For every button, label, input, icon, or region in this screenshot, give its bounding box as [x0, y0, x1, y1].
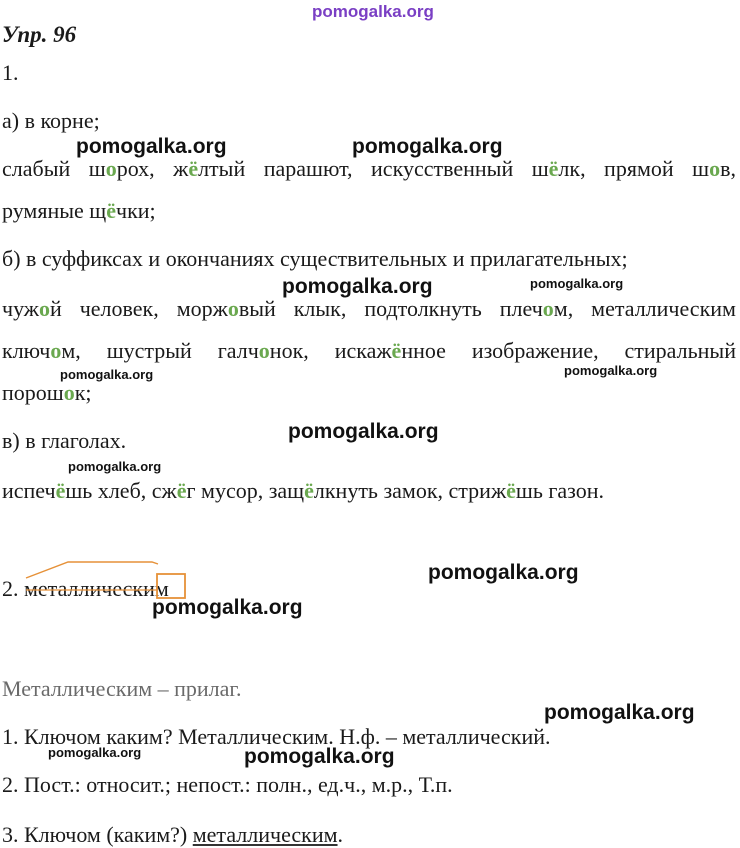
- section-a-line-1: [2, 156, 736, 182]
- word: [2, 296, 62, 322]
- text-fragment: искаж: [334, 338, 392, 363]
- ending-box-mark: [157, 574, 185, 598]
- text-fragment: лтый: [198, 156, 246, 181]
- text-fragment: й: [49, 296, 62, 321]
- word: [107, 338, 192, 364]
- morpheme-marks: [26, 560, 196, 602]
- highlighted-letter: о: [50, 338, 62, 363]
- text-fragment: ш: [88, 156, 106, 181]
- parse-step-3-word: металлическим: [192, 822, 338, 847]
- text-fragment: чуж: [2, 296, 39, 321]
- text-fragment: ш: [531, 156, 549, 181]
- word-ending: им: [143, 576, 169, 601]
- highlighted-letter: о: [38, 296, 50, 321]
- highlighted-letter: о: [63, 380, 75, 405]
- highlighted-letter: ё: [548, 156, 559, 181]
- watermark: pomogalka.org: [428, 561, 579, 584]
- text-fragment: шь хлеб, сж: [65, 478, 177, 503]
- text-fragment: испеч: [2, 478, 56, 503]
- text-fragment: в,: [720, 156, 736, 181]
- parse-heading: Металлическим – прилаг.: [2, 676, 242, 701]
- watermark: pomogalka.org: [530, 276, 624, 291]
- section-b-line-2: [2, 338, 736, 364]
- text-fragment: нное: [401, 338, 446, 363]
- highlighted-letter: ё: [188, 156, 199, 181]
- parse-step-3-text: 3. Ключом (каким?): [2, 822, 193, 847]
- word: [89, 156, 155, 182]
- watermark: pomogalka.org: [564, 363, 658, 378]
- item-2-number: 2.: [2, 576, 19, 601]
- highlighted-letter: ё: [176, 478, 187, 503]
- highlighted-letter: ё: [55, 478, 66, 503]
- highlighted-letter: о: [105, 156, 117, 181]
- text-fragment: нок,: [269, 338, 309, 363]
- text-fragment: ключ: [2, 338, 51, 363]
- text-fragment: чки;: [116, 198, 156, 223]
- word: [472, 338, 599, 364]
- word: [2, 338, 81, 364]
- text-fragment: стиральный: [624, 338, 736, 363]
- text-fragment: парашют,: [263, 156, 353, 181]
- word: [2, 156, 70, 182]
- word: [591, 296, 736, 322]
- text-fragment: рох,: [116, 156, 155, 181]
- highlighted-letter: о: [258, 338, 270, 363]
- text-fragment: вый: [238, 296, 276, 321]
- word: [500, 296, 573, 322]
- parse-step-2: 2. Пост.: относит.; непост.: полн., ед.ч., м.р., Т.п.: [2, 772, 453, 797]
- watermark: pomogalka.org: [544, 701, 695, 724]
- text-fragment: шустрый: [106, 338, 192, 363]
- watermark: pomogalka.org: [288, 420, 439, 443]
- word: [177, 296, 276, 322]
- word: [604, 156, 674, 182]
- word: [218, 338, 309, 364]
- item-1-number: 1.: [2, 60, 19, 85]
- text-fragment: лк,: [558, 156, 586, 181]
- highlighted-letter: ё: [506, 478, 516, 503]
- text-fragment: лкнуть замок, стриж: [313, 478, 507, 503]
- highlighted-letter: о: [709, 156, 721, 181]
- word: [625, 338, 736, 364]
- word: [532, 156, 586, 182]
- section-a-line-2: [2, 198, 156, 224]
- text-fragment: слабый: [2, 156, 71, 181]
- section-a-heading: а) в корне;: [2, 108, 100, 133]
- watermark: pomogalka.org: [48, 745, 142, 760]
- watermark: pomogalka.org: [68, 459, 162, 474]
- highlighted-letter: о: [542, 296, 554, 321]
- text-fragment: м,: [553, 296, 574, 321]
- text-fragment: подтолкнуть: [364, 296, 482, 321]
- text-fragment: м,: [61, 338, 81, 363]
- parse-step-3-end: .: [337, 822, 344, 847]
- highlighted-letter: ё: [106, 198, 116, 223]
- watermark: pomogalka.org: [60, 367, 154, 382]
- section-c-heading: в) в глаголах.: [2, 428, 127, 453]
- highlighted-letter: ё: [391, 338, 402, 363]
- text-fragment: плеч: [499, 296, 543, 321]
- text-fragment: морж: [176, 296, 228, 321]
- exercise-title: Упр. 96: [2, 22, 77, 47]
- section-b-line-1: [2, 296, 736, 322]
- parse-step-3: [2, 822, 343, 848]
- word: [371, 156, 513, 182]
- text-fragment: г мусор, защ: [186, 478, 305, 503]
- word: [294, 296, 347, 322]
- highlighted-letter: ё: [304, 478, 314, 503]
- text-fragment: прямой: [604, 156, 674, 181]
- section-b-heading: б) в суффиксах и окончаниях существительных и прилагательных;: [2, 246, 628, 271]
- watermark: pomogalka.org: [282, 275, 433, 298]
- word: [264, 156, 353, 182]
- text-fragment: к;: [74, 380, 92, 405]
- word: [80, 296, 159, 322]
- watermark: pomogalka.org: [352, 135, 503, 158]
- text-fragment: порош: [2, 380, 64, 405]
- word: [692, 156, 736, 182]
- section-b-line-3: [2, 380, 92, 406]
- highlighted-letter: о: [227, 296, 239, 321]
- word-stem: металлическ: [24, 576, 144, 601]
- watermark: pomogalka.org: [244, 745, 395, 768]
- text-fragment: румяные щ: [2, 198, 107, 223]
- text-fragment: клык,: [293, 296, 347, 321]
- watermark: pomogalka.org: [76, 135, 227, 158]
- watermark: pomogalka.org: [152, 596, 303, 619]
- watermark-top: pomogalka.org: [312, 2, 434, 21]
- root-arc-mark: [26, 562, 158, 578]
- text-fragment: галч: [217, 338, 259, 363]
- section-c-line-1: [2, 478, 604, 504]
- word: [173, 156, 245, 182]
- text-fragment: ш: [692, 156, 710, 181]
- parse-step-1: 1. Ключом каким? Металлическим. Н.ф. – металлический.: [2, 724, 551, 749]
- word: [335, 338, 446, 364]
- text-fragment: искусственный: [371, 156, 514, 181]
- text-fragment: шь газон.: [515, 478, 605, 503]
- word: [364, 296, 481, 322]
- text-fragment: изображение,: [471, 338, 599, 363]
- text-fragment: ж: [173, 156, 189, 181]
- text-fragment: человек,: [79, 296, 159, 321]
- text-fragment: металлическим: [591, 296, 736, 321]
